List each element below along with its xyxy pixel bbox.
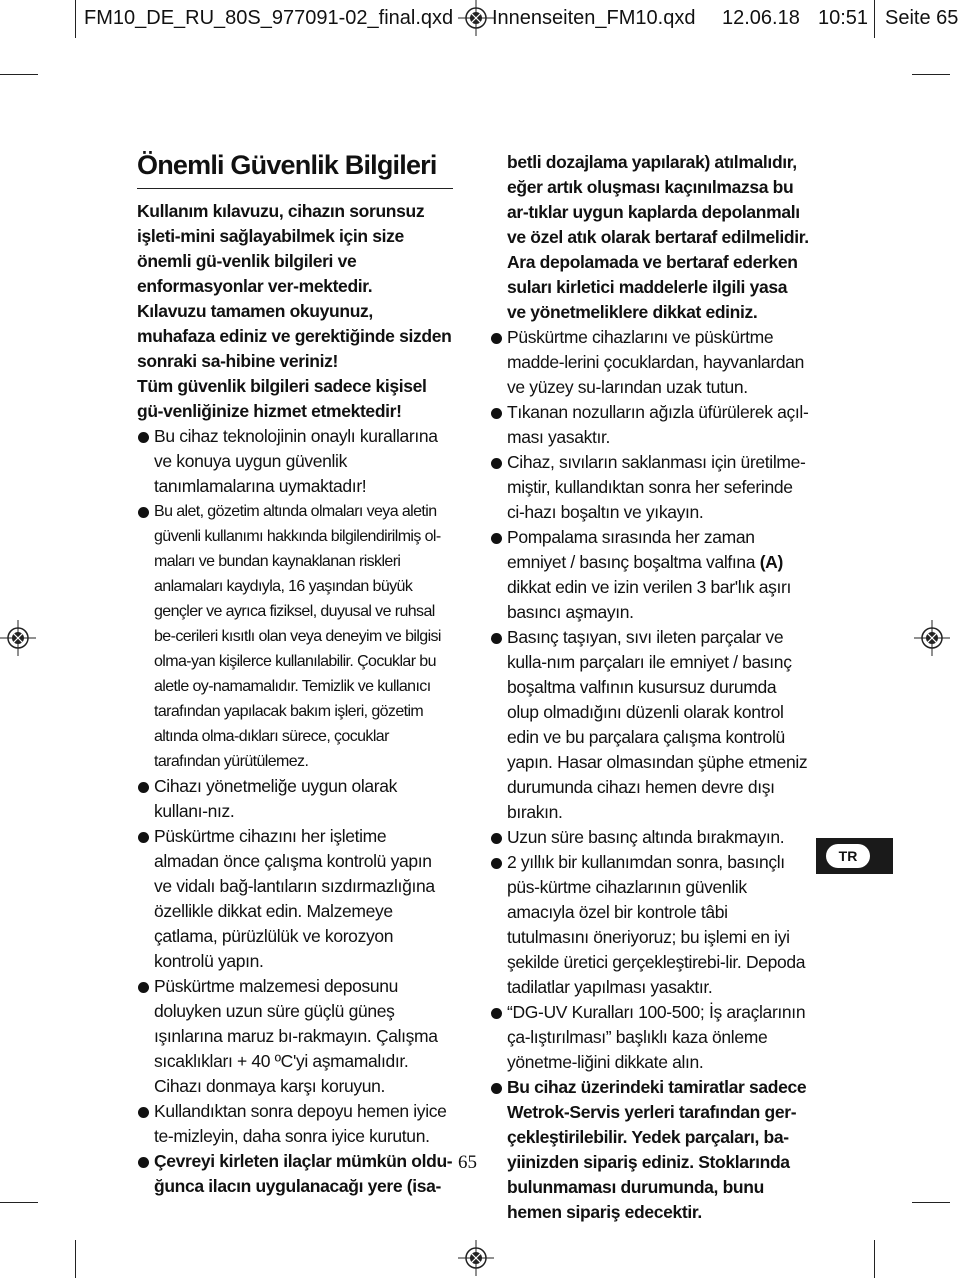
- safety-bullet: Cihazı yönetmeliğe uygun olarak kullanı-nız.: [137, 774, 453, 824]
- crop-mark: [874, 0, 875, 38]
- pump-text-after: dikkat edin ve izin verilen 3 bar'lık aşırı basıncı aşmayın.: [507, 577, 791, 622]
- header-time: 10:51: [818, 7, 869, 29]
- registration-mark-icon: [458, 0, 494, 36]
- safety-bullet-bold: Çevreyi kirleten ilaçlar mümkün oldu-ğunca ilacın uygulanacağı yere (isa-: [137, 1149, 453, 1199]
- safety-bullet: Püskürtme malzemesi deposunu doluyken uzun süre güçlü güneş ışınlarına maruz bı-rakmayın. Çalışma sıcaklıkları + 40 ºC'yi aşmamalıdır.: [137, 974, 453, 1074]
- safety-bullet-pump: [490, 525, 810, 625]
- intro-paragraph: Kılavuzu tamamen okuyunuz, muhafaza ediniz ve gerektiğinde sizden sonraki sa-hibine veriniz!: [137, 301, 452, 371]
- intro-paragraph: Kullanım kılavuzu, cihazın sorunsuz işleti-mini sağlayabilmek için size önemli gü-venlik bilgileri ve enformasyonlar ver-mektedir.: [137, 201, 425, 296]
- pump-text-before: Pompalama sırasında her zaman emniyet / basınç boşaltma valfına: [507, 527, 760, 572]
- crop-mark: [912, 1202, 950, 1203]
- crop-mark: [75, 0, 76, 38]
- registration-mark-icon: [458, 1240, 494, 1276]
- valve-reference: (A): [759, 552, 783, 572]
- language-tab: [816, 838, 893, 874]
- safety-bullet: Püskürtme cihazını her işletime almadan önce çalışma kontrolü yapın ve vidalı bağ-lantıların sızdırmazlığına özellikle dikkat edin. Malzemeye çatlama, pürüzlülük ve korozyon kontrolü yapın.: [137, 824, 453, 974]
- safety-bullet-bold: Bu cihaz üzerindeki tamiratlar sadece Wetrok-Servis yerleri tarafından ger-çekleştirilebilir. Yedek parçaları, ba-yiinizden sipariş ediniz. Stoklarında bulunmaması durumunda, bunu hemen sipariş edecektir.: [490, 1075, 810, 1225]
- page-title: Önemli Güvenlik Bilgileri: [137, 148, 453, 189]
- header-inner-file: Innenseiten_FM10.qxd: [492, 7, 696, 29]
- safety-bullet: Bu alet, gözetim altında olmaları veya aletin güvenli kullanımı hakkında bilgilendirilmiş ol-maları ve bundan kaynaklanan riskleri anlamaları kaydıyla, 16 yaşından büyük gençler ve ayrıca fiziksel, duyusal ve ruhsal be-cerileri kısıtlı olan veya deneyim ve bilgisi olma-yan kişilerce kullanılabilir. Çocuklar bu aletle oy-namamalıdır. Temizlik ve kullanıcı tarafından yapılacak bakım işleri, gözetim altında olma-dıkları sürece, çocuklar tarafından yürütülemez.: [137, 499, 453, 774]
- left-column: [137, 148, 453, 1199]
- safety-bullet: Tıkanan nozulların ağızla üfürülerek açıl-ması yasaktır.: [490, 400, 810, 450]
- right-column: [490, 150, 810, 1225]
- header-date: 12.06.18: [722, 7, 800, 29]
- intro-paragraph: Tüm güvenlik bilgileri sadece kişisel gü-venliğinize hizmet etmektedir!: [137, 376, 427, 421]
- crop-mark: [0, 1202, 38, 1203]
- continuation-paragraph: betli dozajlama yapılarak) atılmalıdır, eğer artık oluşması kaçınılmazsa bu ar-tıklar uygun kaplarda depolanmalı ve özel atık olarak bertaraf edilmelidir. Ara depolamada ve bertaraf ederken suları kirletici maddelerle ilgili yasa ve yönetmeliklere dikkat ediniz.: [507, 152, 809, 322]
- frost-note: Cihazı donmaya karşı koruyun.: [154, 1076, 386, 1096]
- page-number: 65: [458, 1152, 477, 1173]
- crop-mark: [0, 74, 38, 75]
- crop-mark: [874, 1240, 875, 1278]
- safety-bullet: “DG-UV Kuralları 100-500; İş araçlarının ça-lıştırılması” başlıklı kaza önleme yönetme-liğini dikkate alın.: [490, 1000, 810, 1075]
- language-label: TR: [826, 844, 870, 868]
- safety-bullet: Kullandıktan sonra depoyu hemen iyice te-mizleyin, daha sonra iyice kurutun.: [137, 1099, 453, 1149]
- safety-bullet: Püskürtme cihazlarını ve püskürtme madde-lerini çocuklardan, hayvanlardan ve yüzey su-larından uzak tutun.: [490, 325, 810, 400]
- header-page: Seite 65: [885, 7, 958, 29]
- safety-bullet: Basınç taşıyan, sıvı ileten parçalar ve kulla-nım parçaları ile emniyet / basınç boşaltma valfının kusursuz durumda olup olmadığını düzenli olarak kontrol edin ve bu parçalara çalışma kontrolü yapın. Hasar olmasından şüphe etmeniz durumunda cihazı hemen devre dışı bırakın.: [490, 625, 810, 825]
- safety-bullet: Cihaz, sıvıların saklanması için üretilme-miştir, kullandıktan sonra her seferinde ci-hazı boşaltın ve yıkayın.: [490, 450, 810, 525]
- header-file-name: FM10_DE_RU_80S_977091-02_final.qxd: [84, 7, 454, 29]
- registration-mark-icon: [0, 620, 36, 656]
- crop-mark: [912, 74, 950, 75]
- safety-bullet: 2 yıllık bir kullanımdan sonra, basınçlı püs-kürtme cihazlarının güvenlik amacıyla özel bir kontrole tâbi tutulmasını öneriyoruz; bu işlemi en iyi şekilde üretici gerçekleştirebi-lir. Depoda tadilatlar yapılması yasaktır.: [490, 850, 810, 1000]
- safety-bullet: Bu cihaz teknolojinin onaylı kurallarına ve konuya uygun güvenlik tanımlamalarına uymaktadır!: [137, 424, 453, 499]
- crop-mark: [75, 1240, 76, 1278]
- registration-mark-icon: [914, 620, 950, 656]
- safety-bullet: Uzun süre basınç altında bırakmayın.: [490, 825, 810, 850]
